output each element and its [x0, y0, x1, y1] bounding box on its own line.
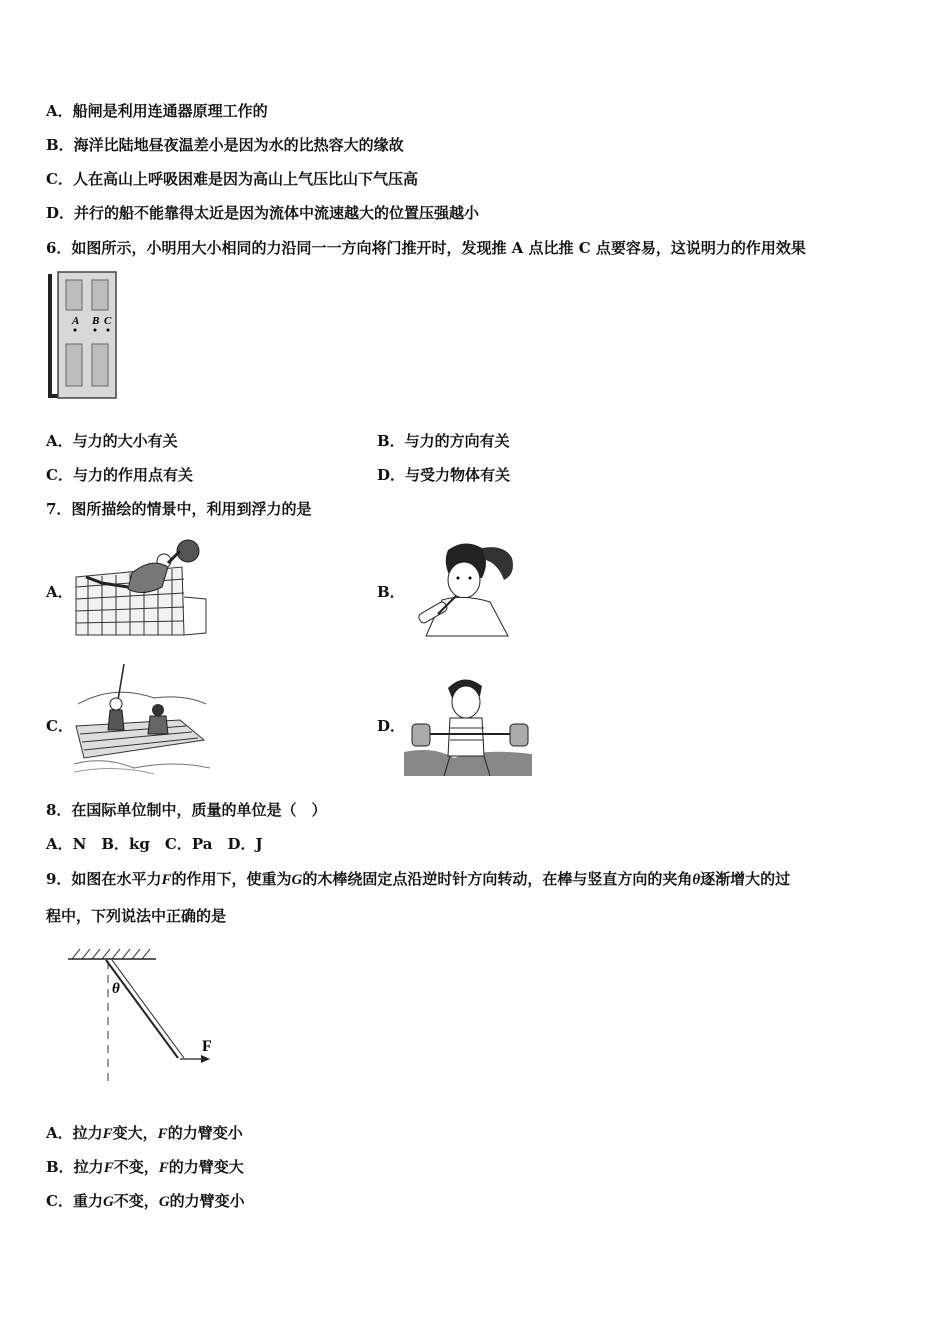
goalkeeper-image: [72, 537, 208, 637]
q5-option-b: B．海洋比陆地昼夜温差小是因为水的比热容大的缘故: [46, 136, 404, 154]
q9-stem-line1: 9．如图在水平力F的作用下，使重为G的木棒绕固定点沿逆时针方向转动，在棒与竖直方向的夹角θ逐渐增大的过: [46, 870, 791, 888]
q9-stem-line2: 程中，下列说法中正确的是: [46, 907, 227, 925]
q6-option-c: C．与力的作用点有关: [46, 466, 193, 484]
q7-stem: 7．图所描绘的情景中，利用到浮力的是: [46, 500, 312, 518]
q9-option-c: C．重力G不变，G的力臂变小: [46, 1192, 245, 1210]
q7-label-a: A．: [46, 583, 73, 601]
q7-label-d: D．: [377, 717, 406, 735]
q5-option-a: A．船闸是利用连通器原理工作的: [46, 102, 268, 120]
q8-options: A．N B．kg C．Pa D．J: [46, 835, 263, 853]
boy-exercise-image: [404, 672, 532, 776]
q6-option-a: A．与力的大小有关: [46, 432, 178, 450]
q7-label-b: B．: [377, 583, 405, 601]
door-figure: [44, 268, 124, 402]
bamboo-raft-image: [74, 664, 210, 776]
girl-drinking-image: [412, 538, 518, 638]
door-label-a: A: [72, 315, 80, 327]
q5-option-c: C．人在高山上呼吸困难是因为高山上气压比山下气压高: [46, 170, 418, 188]
q6-option-b: B．与力的方向有关: [377, 432, 510, 450]
q7-label-c: C．: [46, 717, 73, 735]
q9-option-b: B．拉力F不变，F的力臂变大: [46, 1158, 244, 1176]
door-label-b: B: [92, 315, 100, 327]
force-label: F: [202, 1038, 212, 1055]
q5-option-d: D．并行的船不能靠得太近是因为流体中流速越大的位置压强越小: [46, 204, 480, 222]
q9-option-a: A．拉力F变大，F的力臂变小: [46, 1124, 243, 1142]
door-label-c: C: [104, 315, 112, 327]
q6-option-d: D．与受力物体有关: [377, 466, 511, 484]
theta-label: θ: [112, 981, 120, 997]
q8-stem: 8．在国际单位制中，质量的单位是（ ）: [46, 801, 327, 819]
q6-stem: 6．如图所示，小明用大小相同的力沿同一一方向将门推开时，发现推 A 点比推 C 点要容易，这说明力的作用效果: [46, 239, 806, 257]
lever-diagram: [62, 945, 222, 1087]
